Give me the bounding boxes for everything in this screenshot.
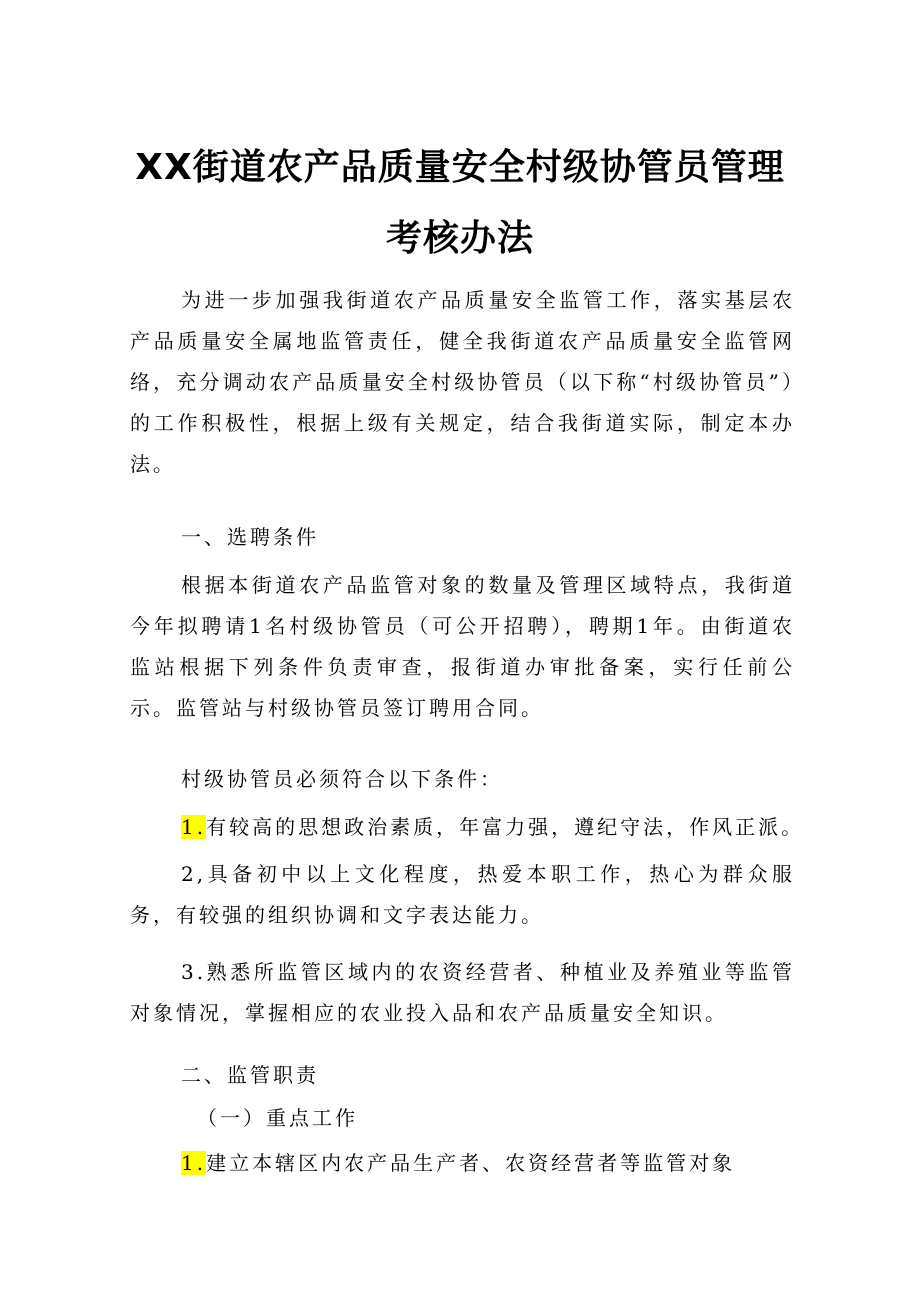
document-title-line2: 考核办法 (385, 218, 534, 259)
section2-heading: 二、监管职责 (181, 1063, 319, 1087)
section1-paragraph: 根据本街道农产品监管对象的数量及管理区域特点，我街道今年拟聘请1名村级协管员（可公开招聘），聘期1年。由街道农监站根据下列条件负责审查，报街道办审批备案，实行任前公示。监管站与村级协管员签订聘用合同。 (130, 573, 795, 720)
duty-item-1-text: 建立本辖区内农产品生产者、农资经营者等监管对象 (206, 1151, 736, 1175)
subsection1-heading: （一）重点工作 (197, 1106, 358, 1130)
highlighted-number: 1. (181, 1151, 207, 1175)
intro-paragraph: 为进一步加强我街道农产品质量安全监管工作，落实基层农产品质量安全属地监管责任，健全我街道农产品质量安全监管网络，充分调动农产品质量安全村级协管员（以下称“村级协管员”）的工作积极性，根据上级有关规定，结合我街道实际，制定本办法。 (130, 288, 795, 476)
duty-item-1 (130, 1143, 795, 1184)
document-title-line1: XX街道农产品质量安全村级协管员管理 (135, 147, 785, 188)
conditions-intro: 村级协管员必须符合以下条件： (181, 767, 503, 791)
section1-heading: 一、选聘条件 (181, 525, 319, 549)
condition-item-2: 2,具备初中以上文化程度，热爱本职工作，热心为群众服务，有较强的组织协调和文字表达能力。 (130, 862, 795, 927)
highlighted-number: 1. (181, 815, 207, 839)
condition-item-1 (130, 807, 805, 848)
condition-item-1-text: 有较高的思想政治素质，年富力强，遵纪守法，作风正派。 (206, 815, 805, 839)
condition-item-3: 3.熟悉所监管区域内的农资经营者、种植业及养殖业等监管对象情况，掌握相应的农业投入品和农产品质量安全知识。 (130, 960, 795, 1025)
